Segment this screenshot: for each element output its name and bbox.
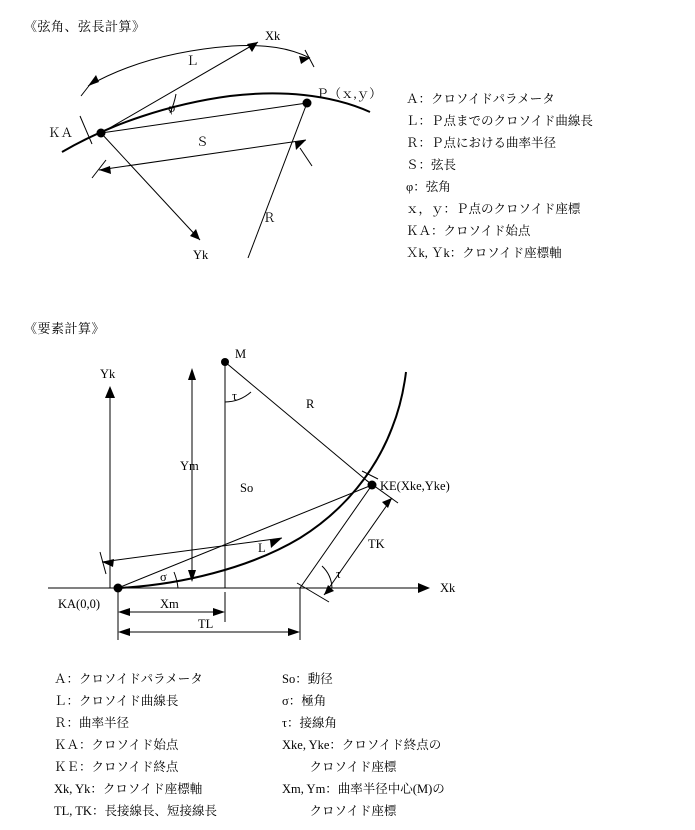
legend-item: σ：極角 [282, 694, 327, 708]
ka-label: ＫＡ [48, 126, 74, 140]
m-label: M [235, 347, 247, 361]
s-tick-right [300, 148, 312, 166]
xm-arrow-left [118, 608, 130, 616]
tk-tick-bottom [297, 583, 329, 602]
legend-item: ＫＥ：クロソイド終点 [54, 760, 179, 774]
xk-label: Xk [440, 581, 456, 595]
legend-item: TL, TK：長接線長、短接線長 [54, 804, 217, 818]
tk-label: TK [368, 537, 385, 551]
l-measure-bracket [88, 46, 310, 87]
l-label: L [258, 541, 266, 555]
r-label: Ｒ [263, 211, 276, 225]
yk-axis [101, 133, 200, 240]
element-calculation-diagram [0, 340, 695, 670]
clothoid-curve [62, 93, 370, 152]
tk-arrow-bottom [324, 585, 334, 595]
tl-arrow-right [288, 628, 300, 636]
xk-arrowhead [418, 583, 430, 593]
chord-line-s [101, 103, 307, 133]
legend-item: So：動径 [282, 672, 333, 686]
clothoid-curve [118, 372, 406, 588]
tau-label-m: τ [232, 389, 238, 403]
p-point [303, 99, 312, 108]
tau-label-axis: τ [336, 567, 342, 581]
legend-item: τ：接線角 [282, 716, 338, 730]
xk-label: Xk [265, 29, 281, 43]
element-legend-right [282, 668, 445, 822]
tk-arrow-top [382, 498, 392, 508]
legend-item: クロソイド座標 [309, 804, 397, 818]
sigma-label: σ [160, 570, 167, 584]
element-legend-left [54, 668, 217, 822]
legend-item: φ：弦角 [406, 180, 451, 194]
legend-item: Ｒ：Ｐ点における曲率半径 [406, 136, 557, 150]
xm-arrow-right [213, 608, 225, 616]
ke-label: KE(Xke,Yke) [380, 479, 450, 493]
l-label: Ｌ [186, 54, 199, 68]
legend-item: Xk, Yk：クロソイド座標軸 [54, 782, 203, 796]
legend-item: Xm, Ym：曲率半径中心(M)の [282, 782, 445, 796]
so-line [118, 485, 372, 588]
phi-label: φ [168, 101, 176, 115]
legend-item: Ａ：クロソイドパラメータ [406, 92, 555, 106]
legend-item: Ｒ：曲率半径 [54, 716, 130, 730]
ka-point [114, 584, 123, 593]
ym-arrow-top [188, 368, 196, 380]
chord-legend [406, 88, 593, 264]
ym-label: Ym [180, 459, 199, 473]
section-title-element: 《要素計算》 [24, 321, 106, 336]
l-tick-left [81, 78, 95, 96]
xk-axis [101, 42, 258, 133]
legend-item: ＫＡ：クロソイド始点 [54, 738, 179, 752]
ka-point [97, 129, 106, 138]
m-point [221, 358, 229, 366]
so-label: So [240, 481, 254, 495]
yk-arrowhead [105, 386, 115, 398]
s-label: Ｓ [196, 135, 209, 149]
ym-arrow-bottom [188, 570, 196, 582]
legend-item: Xke, Yke：クロソイド終点の [282, 738, 442, 752]
legend-item: クロソイド座標 [309, 760, 397, 774]
p-label: Ｐ（ｘ,ｙ） [316, 87, 382, 101]
yk-label: Yk [100, 367, 116, 381]
section-title-chord: 《弦角、弦長計算》 [24, 19, 146, 34]
yk-label: Yk [193, 248, 209, 262]
radius-line-r [248, 103, 307, 258]
tl-arrow-left [118, 628, 130, 636]
tl-label: TL [198, 617, 214, 631]
legend-item: Ｌ：クロソイド曲線長 [54, 694, 179, 708]
ka-label: KA(0,0) [58, 597, 101, 611]
legend-item: Ｘk, Ｙk：クロソイド座標軸 [406, 246, 562, 260]
legend-item: ＫＡ：クロソイド始点 [406, 224, 531, 238]
legend-item: Ｓ：弦長 [406, 158, 457, 172]
radius-line-r [225, 362, 372, 485]
legend-item: ｘ，ｙ：Ｐ点のクロソイド座標 [406, 202, 581, 216]
legend-item: Ｌ：Ｐ点までのクロソイド曲線長 [406, 114, 593, 128]
r-label: R [306, 397, 315, 411]
xm-label: Xm [160, 597, 179, 611]
tau-angle-arc-axis [322, 566, 332, 588]
tau-angle-arc-m [225, 392, 251, 402]
sigma-angle-arc [174, 572, 178, 588]
legend-item: Ａ：クロソイドパラメータ [54, 672, 203, 686]
